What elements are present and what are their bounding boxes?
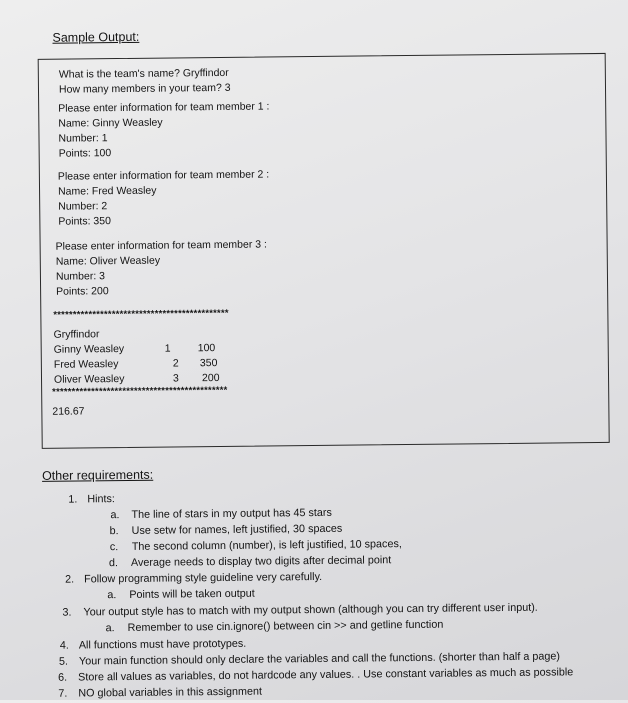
item-text: Remember to use cin.ignore() between cin >> and getline function [127,618,444,634]
list-item [107,588,255,602]
item-text: The line of stars in my output has 45 stars [131,506,332,521]
table-cell-number: 3 [172,372,179,385]
item-text: Store all values as variables, do not hardcode any values. . Use constant variables as much as possible [78,666,574,684]
table-cell-number: 2 [172,357,179,370]
stars-line-top: ********************************************* [53,307,229,321]
item-number: 2. [65,573,75,586]
prompt-block [59,66,231,98]
member-name: Name: Ginny Weasley [58,116,163,130]
item-number: b. [109,525,119,538]
item-number: 4. [59,639,69,652]
table-cell-name: Ginny Weasley [53,342,125,356]
item-text: Your output style has to match with my output shown (although you can try different user input). [83,601,538,619]
item-number: d. [108,557,119,570]
item-text: Average needs to display two digits after decimal point [130,554,392,569]
average-value: 216.67 [52,405,85,418]
item-text: All functions must have prototypes. [78,637,247,652]
member-number: Number: 2 [58,200,108,213]
item-text: Use setw for names, left justified, 30 spaces [131,522,343,537]
list-item [58,666,573,683]
sample-output-heading: Sample Output: [52,29,140,45]
list-item [109,554,391,569]
member-prompt: Please enter information for team member 3 : [55,238,267,253]
table-cell-points: 350 [199,357,218,370]
member-number: Number: 1 [58,132,108,145]
table-cell-number: 1 [164,342,171,355]
member-name: Name: Fred Weasley [57,184,157,198]
member-count-prompt: How many members in your team? 3 [58,81,231,96]
member-prompt: Please enter information for team member 1 : [58,100,270,115]
list-item [110,538,402,553]
member-points: Points: 100 [58,147,112,160]
team-title: Gryffindor [53,328,100,341]
table-cell-name: Fred Weasley [53,358,119,371]
table-cell-points: 200 [201,371,220,385]
member-block-1 [58,99,270,161]
item-text: Points will be taken output [129,587,255,601]
item-text: NO global variables in this assignment [78,685,263,700]
table-cell-name: Oliver Weasley [53,372,125,386]
member-block-2 [58,167,270,229]
member-block-3 [56,237,268,299]
item-number: a. [105,622,115,635]
item-number: 7. [58,687,68,700]
item-number: 1. [68,493,78,506]
item-text: Your main function should only declare the variables and call the functions. (shorter than half a page) [78,650,560,668]
item-number: a. [110,509,120,522]
list-item [62,602,537,619]
member-points: Points: 200 [56,285,109,298]
team-name-prompt: What is the team's name? Gryffindor [58,66,229,81]
list-item [106,619,444,635]
other-requirements-heading: Other requirements: [41,467,154,483]
member-prompt: Please enter information for team member 2 : [57,168,270,183]
list-item [59,650,560,667]
list-item [58,686,262,700]
list-item [60,638,247,652]
table-cell-points: 100 [197,342,216,355]
member-points: Points: 350 [58,215,111,228]
list-item [68,493,115,505]
item-number: 3. [62,606,72,619]
list-item [110,507,332,521]
list-item [65,571,322,586]
item-text: The second column (number), is left justified, 10 spaces, [131,538,402,553]
item-number: 5. [58,655,69,668]
member-number: Number: 3 [55,270,106,283]
item-text: Hints: [87,493,115,506]
item-number: 6. [58,671,68,684]
item-number: a. [107,589,117,602]
sample-output-box [38,53,610,449]
member-name: Name: Oliver Weasley [55,254,161,268]
item-number: c. [109,541,119,554]
list-item [110,523,343,537]
item-text: Follow programming style guideline very carefully. [84,570,323,586]
stars-line-bottom: ********************************************* [52,384,228,398]
